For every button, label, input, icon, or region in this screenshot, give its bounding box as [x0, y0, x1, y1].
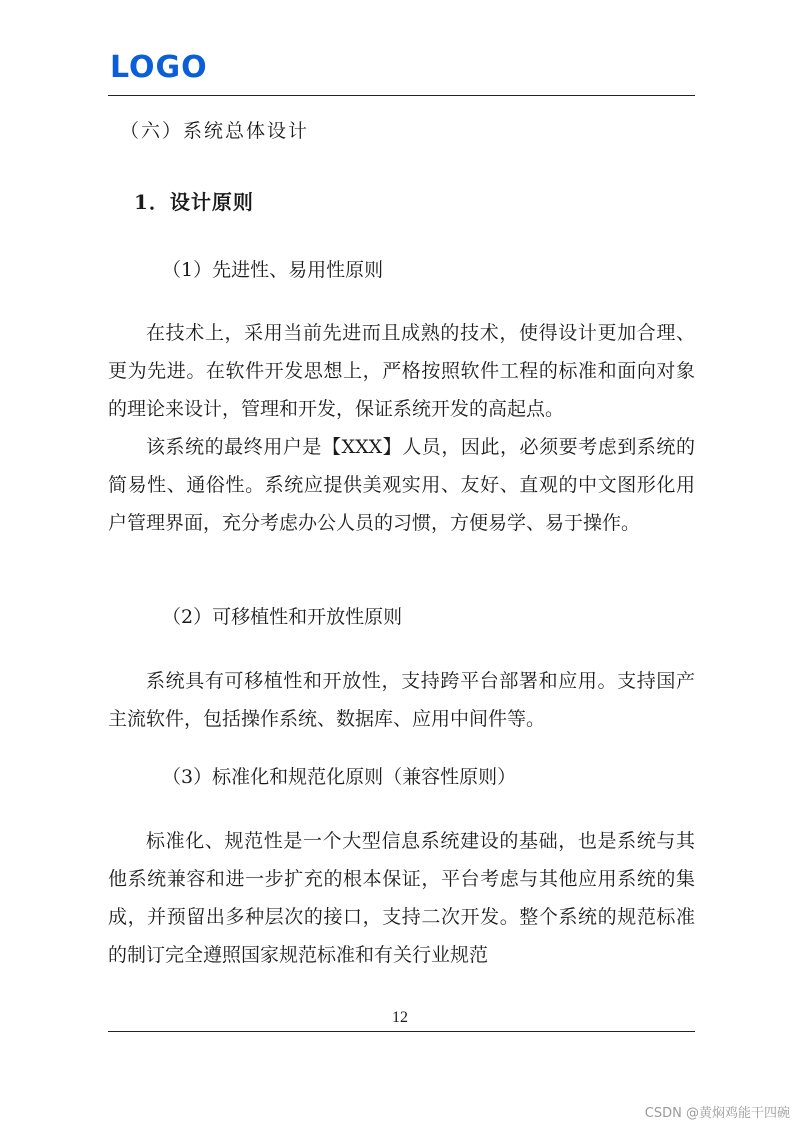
- section-title: （六）系统总体设计: [120, 120, 310, 142]
- page-number: 12: [392, 1009, 408, 1026]
- principle-heading-1: （1）先进性、易用性原则: [162, 259, 384, 281]
- watermark: CSDN @黄焖鸡能干四碗: [644, 1106, 790, 1121]
- logo: LOGO: [110, 50, 208, 85]
- principle-heading-3: （3）标准化和规范化原则（兼容性原则）: [162, 766, 517, 788]
- principles-title: 1．设计原则: [134, 190, 254, 214]
- paragraph-technology: 在技术上，采用当前先进而且成熟的技术，使得设计更加合理、更为先进。在软件开发思想上，严格按照软件工程的标准和面向对象的理论来设计，管理和开发，保证系统开发的高起点。: [108, 322, 695, 420]
- paragraph-standardization: 标准化、规范性是一个大型信息系统建设的基础，也是系统与其他系统兼容和进一步扩充的根本保证，平台考虑与其他应用系统的集成，并预留出多种层次的接口，支持二次开发。整个系统的规范标准的制订完全遵照国家规范标准和有关行业规范: [108, 830, 695, 966]
- principle-heading-2: （2）可移植性和开放性原则: [162, 606, 403, 628]
- paragraph-portability: 系统具有可移植性和开放性，支持跨平台部署和应用。支持国产主流软件，包括操作系统、数据库、应用中间件等。: [108, 670, 695, 730]
- header-divider: [108, 95, 695, 96]
- footer-divider: [108, 1031, 695, 1032]
- paragraph-usability: 该系统的最终用户是【XXX】人员，因此，必须要考虑到系统的简易性、通俗性。系统应提供美观实用、友好、直观的中文图形化用户管理界面，充分考虑办公人员的习惯，方便易学、易于操作。: [108, 436, 695, 534]
